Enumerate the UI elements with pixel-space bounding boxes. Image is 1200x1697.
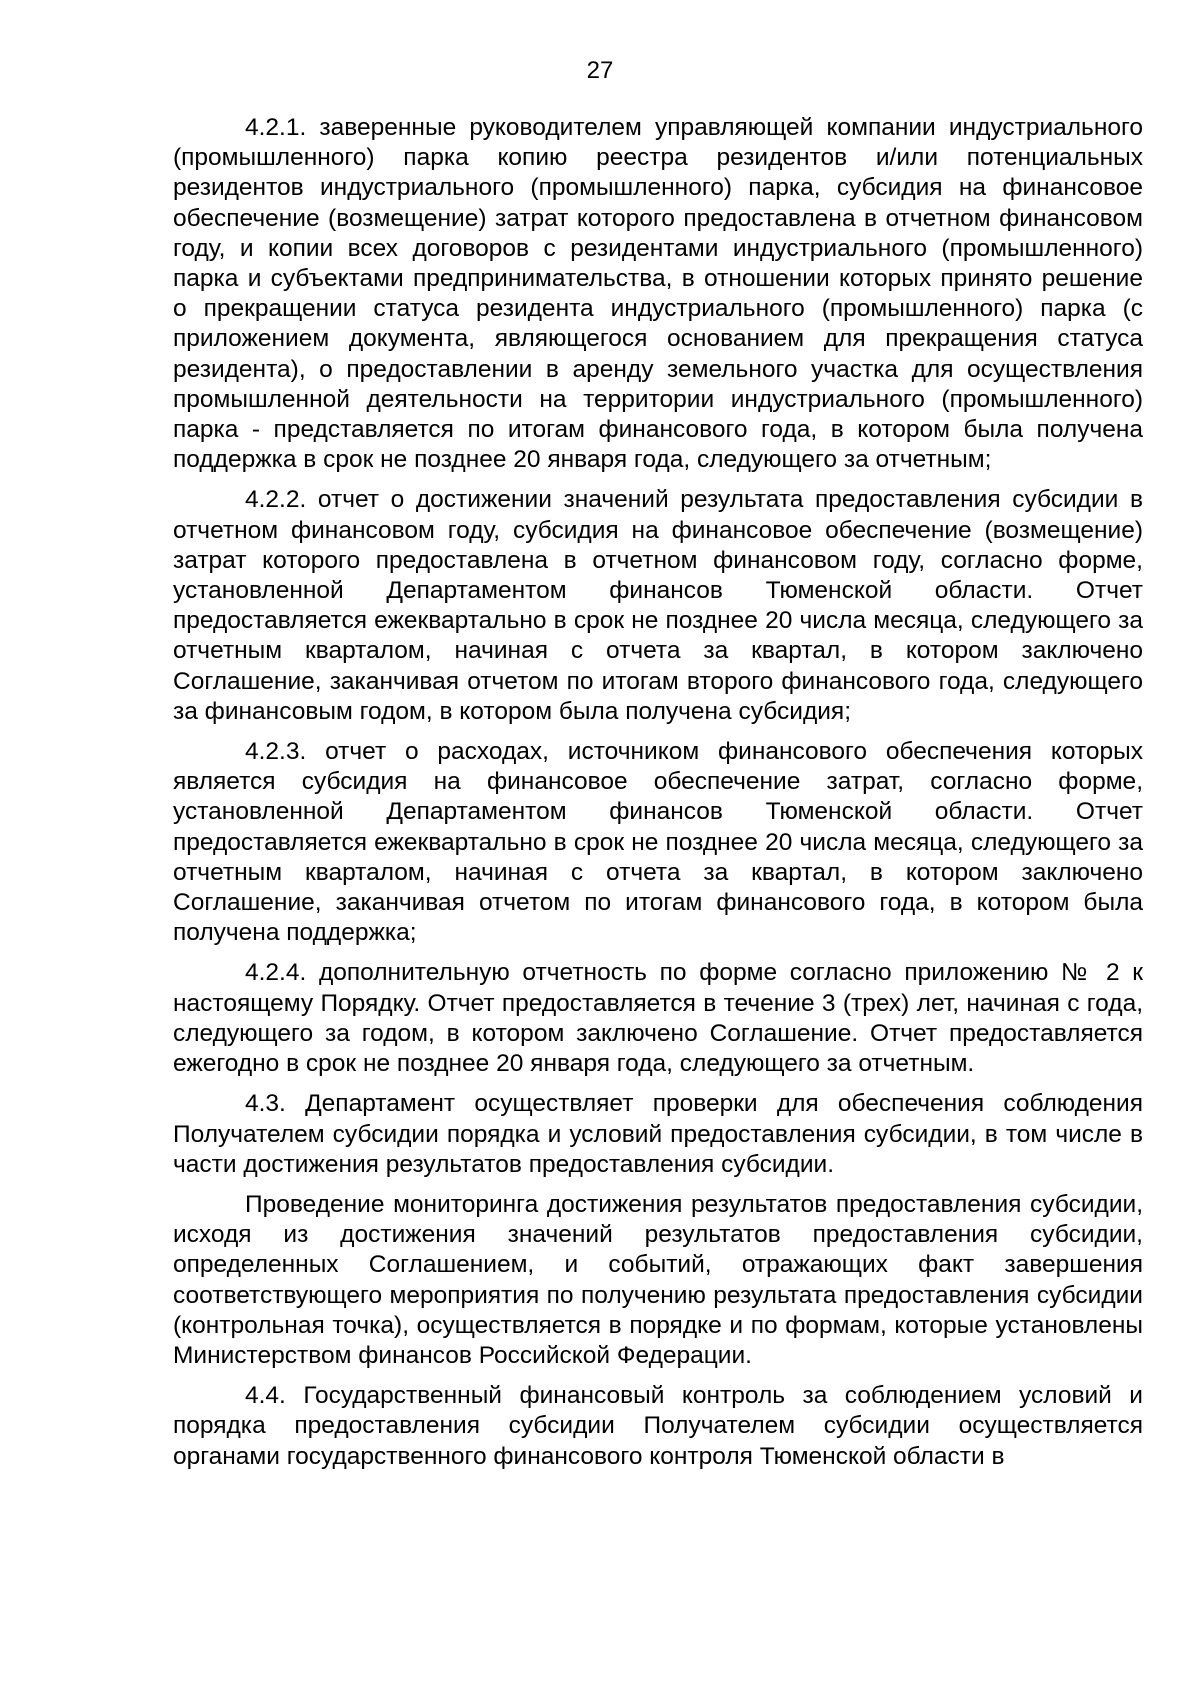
- paragraph-monitoring: Проведение мониторинга достижения результатов предоставления субсидии, исходя из достижения значений результатов предоставления субсидии, определенных Соглашением, и событий, отражающих факт завершения соответствующего мероприятия по получению результата предоставления субсидии (контрольная точка), осуществляется в порядке и по формам, которые установлены Министерством финансов Российской Федерации.: [173, 1190, 1143, 1369]
- paragraph-4-2-2: 4.2.2. отчет о достижении значений результата предоставления субсидии в отчетном финансовом году, субсидия на финансовое обеспечение (возмещение) затрат которого предоставлена в отчетном финансовом году, согласно форме, установленной Департаментом финансов Тюменской области. Отчет предоставляется ежеквартально в срок не позднее 20 числа месяца, следующего за отчетным кварталом, начиная с отчета за квартал, в котором заключено Соглашение, заканчивая отчетом по итогам второго финансового года, следующего за финансовым годом, в котором была получена субсидия;: [173, 486, 1143, 725]
- paragraph-4-2-3: 4.2.3. отчет о расходах, источником финансового обеспечения которых является субсидия на финансовое обеспечение затрат, согласно форме, установленной Департаментом финансов Тюменской области. Отчет предоставляется ежеквартально в срок не позднее 20 числа месяца, следующего за отчетным кварталом, начиная с отчета за квартал, в котором заключено Соглашение, заканчивая отчетом по итогам финансового года, в котором была получена поддержка;: [173, 738, 1143, 947]
- paragraph-4-4: 4.4. Государственный финансовый контроль за соблюдением условий и порядка предоставления субсидии Получателем субсидии осуществляется органами государственного финансового контроля Тюменской области в: [173, 1382, 1143, 1470]
- paragraph-4-3: 4.3. Департамент осуществляет проверки для обеспечения соблюдения Получателем субсидии порядка и условий предоставления субсидии, в том числе в части достижения результатов предоставления субсидии.: [173, 1090, 1143, 1178]
- document-body: [173, 113, 1143, 1482]
- paragraph-4-2-4: 4.2.4. дополнительную отчетность по форме согласно приложению № 2 к настоящему Порядку. Отчет предоставляется в течение 3 (трех) лет, начиная с года, следующего за годом, в котором заключено Соглашение. Отчет предоставляется ежегодно в срок не позднее 20 января года, следующего за отчетным.: [173, 959, 1143, 1078]
- page-number: 27: [586, 57, 614, 84]
- paragraph-4-2-1: 4.2.1. заверенные руководителем управляющей компании индустриального (промышленного) парка копию реестра резидентов и/или потенциальных резидентов индустриального (промышленного) парка, субсидия на финансовое обеспечение (возмещение) затрат которого предоставлена в отчетном финансовом году, и копии всех договоров с резидентами индустриального (промышленного) парка и субъектами предпринимательства, в отношении которых принято решение о прекращении статуса резидента индустриального (промышленного) парка (с приложением документа, являющегося основанием для прекращения статуса резидента), о предоставлении в аренду земельного участка для осуществления промышленной деятельности на территории индустриального (промышленного) парка - представляется по итогам финансового года, в котором была получена поддержка в срок не позднее 20 января года, следующего за отчетным;: [173, 114, 1143, 474]
